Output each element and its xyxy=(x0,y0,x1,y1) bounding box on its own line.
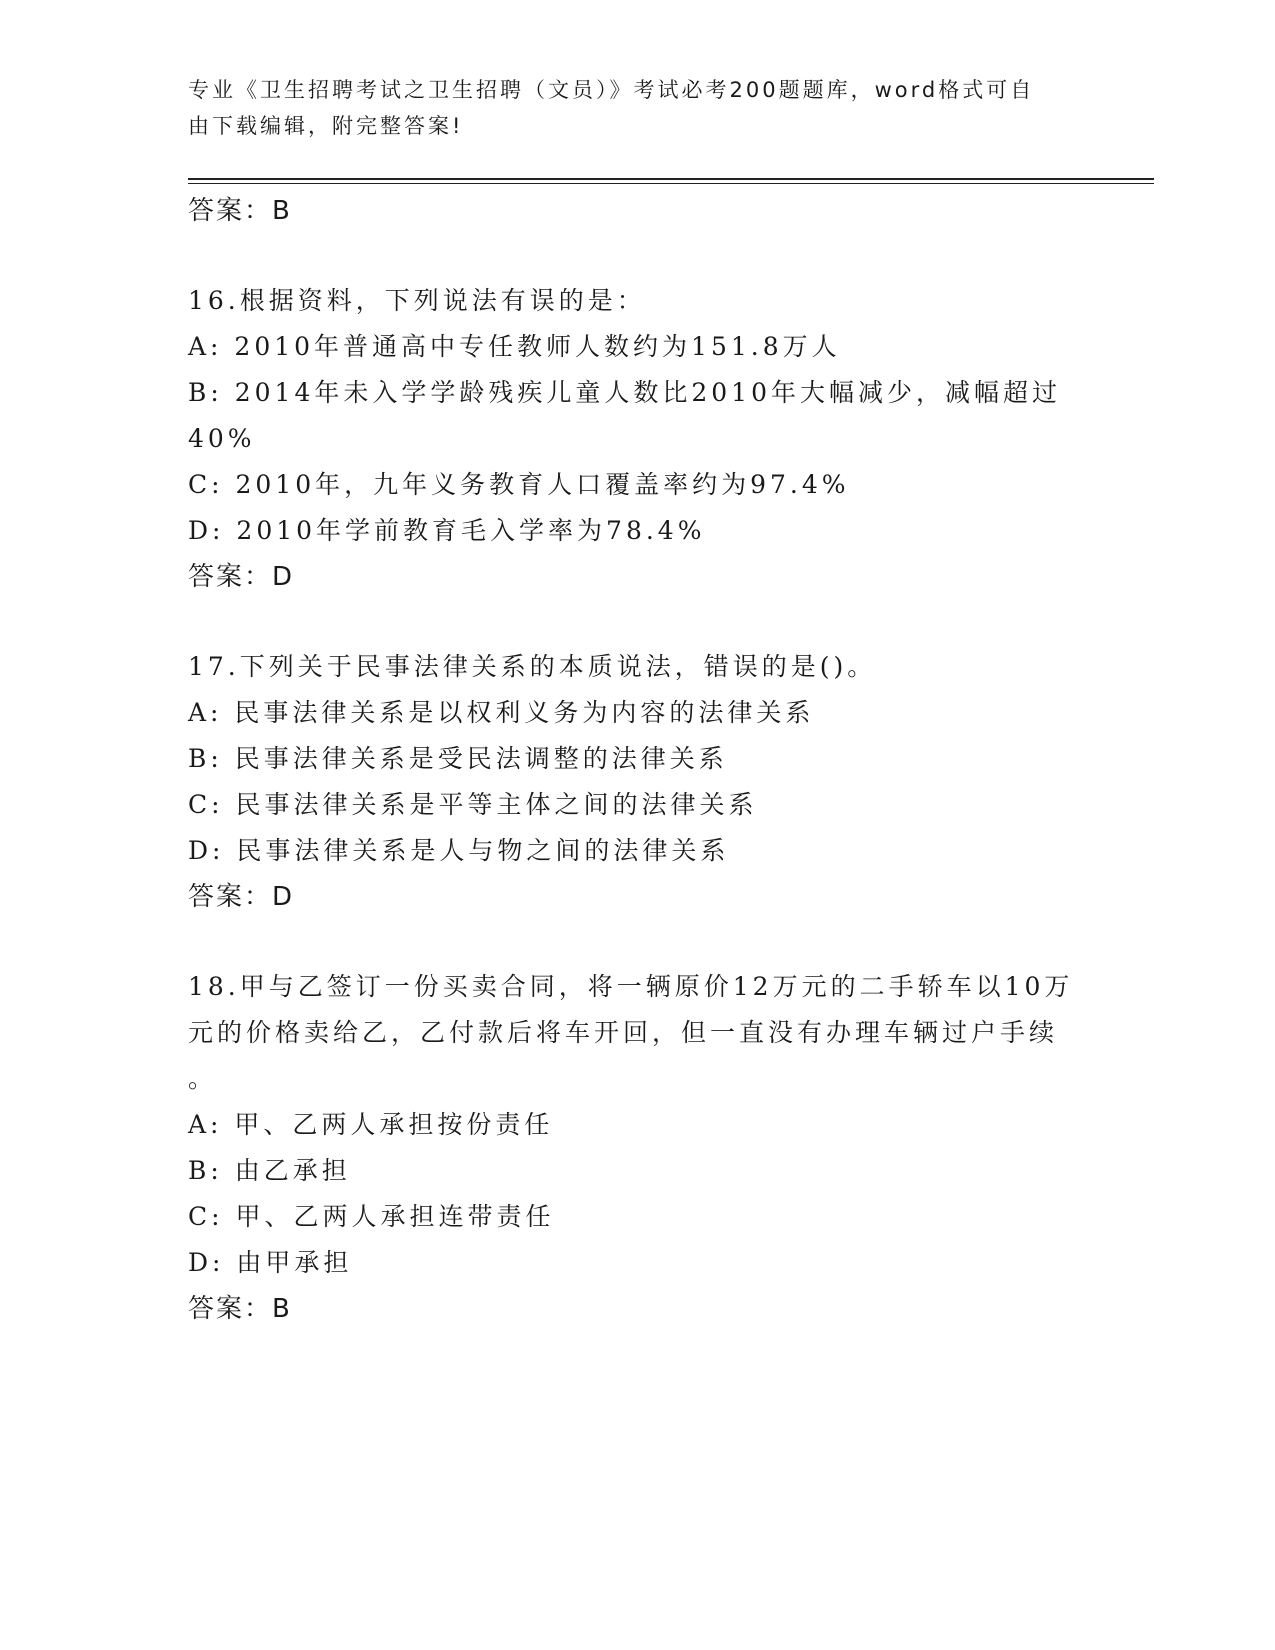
question-stem-line-3: 。 xyxy=(188,1064,218,1093)
question-stem-line-2: 元的价格卖给乙，乙付款后将车开回，但一直没有办理车辆过户手续 xyxy=(188,1018,1059,1047)
option-a: A: 2010年普通高中专任教师人数约为151.8万人 xyxy=(188,332,841,361)
question-18 xyxy=(188,964,1088,1332)
header-line-1: 专业《卫生招聘考试之卫生招聘（文员）》考试必考200题题库，word格式可自 xyxy=(188,78,1035,102)
option-c: C: 2010年，九年义务教育人口覆盖率约为97.4% xyxy=(188,470,850,499)
option-b: B: 由乙承担 xyxy=(188,1156,351,1185)
option-b-continued: 40% xyxy=(188,424,256,453)
answer-line: 答案：D xyxy=(188,882,295,912)
header-rule-secondary xyxy=(188,183,1154,184)
option-c: C: 民事法律关系是平等主体之间的法律关系 xyxy=(188,790,758,819)
question-stem-line-1: 18.甲与乙签订一份买卖合同，将一辆原价12万元的二手轿车以10万 xyxy=(188,972,1074,1001)
header-rule xyxy=(188,178,1154,180)
answer-line: 答案：B xyxy=(188,1294,292,1324)
question-stem: 17.下列关于民事法律关系的本质说法，错误的是()。 xyxy=(188,652,877,681)
document-header xyxy=(188,72,1068,144)
answer-line: 答案：B xyxy=(188,196,292,226)
option-c: C: 甲、乙两人承担连带责任 xyxy=(188,1202,555,1231)
answer-line: 答案：D xyxy=(188,562,295,592)
question-17 xyxy=(188,644,1088,920)
option-a: A: 甲、乙两人承担按份责任 xyxy=(188,1110,554,1139)
header-line-2: 由下载编辑，附完整答案! xyxy=(188,114,464,138)
option-a: A: 民事法律关系是以权利义务为内容的法律关系 xyxy=(188,698,815,727)
question-stem: 16.根据资料，下列说法有误的是： xyxy=(188,286,646,315)
document-body xyxy=(188,188,1088,1332)
question-16 xyxy=(188,278,1088,600)
option-b: B: 民事法律关系是受民法调整的法律关系 xyxy=(188,744,728,773)
option-d: D: 由甲承担 xyxy=(188,1248,353,1277)
option-d: D: 民事法律关系是人与物之间的法律关系 xyxy=(188,836,730,865)
option-d: D: 2010年学前教育毛入学率为78.4% xyxy=(188,516,706,545)
option-b: B: 2014年未入学学龄残疾儿童人数比2010年大幅减少，减幅超过 xyxy=(188,378,1061,407)
